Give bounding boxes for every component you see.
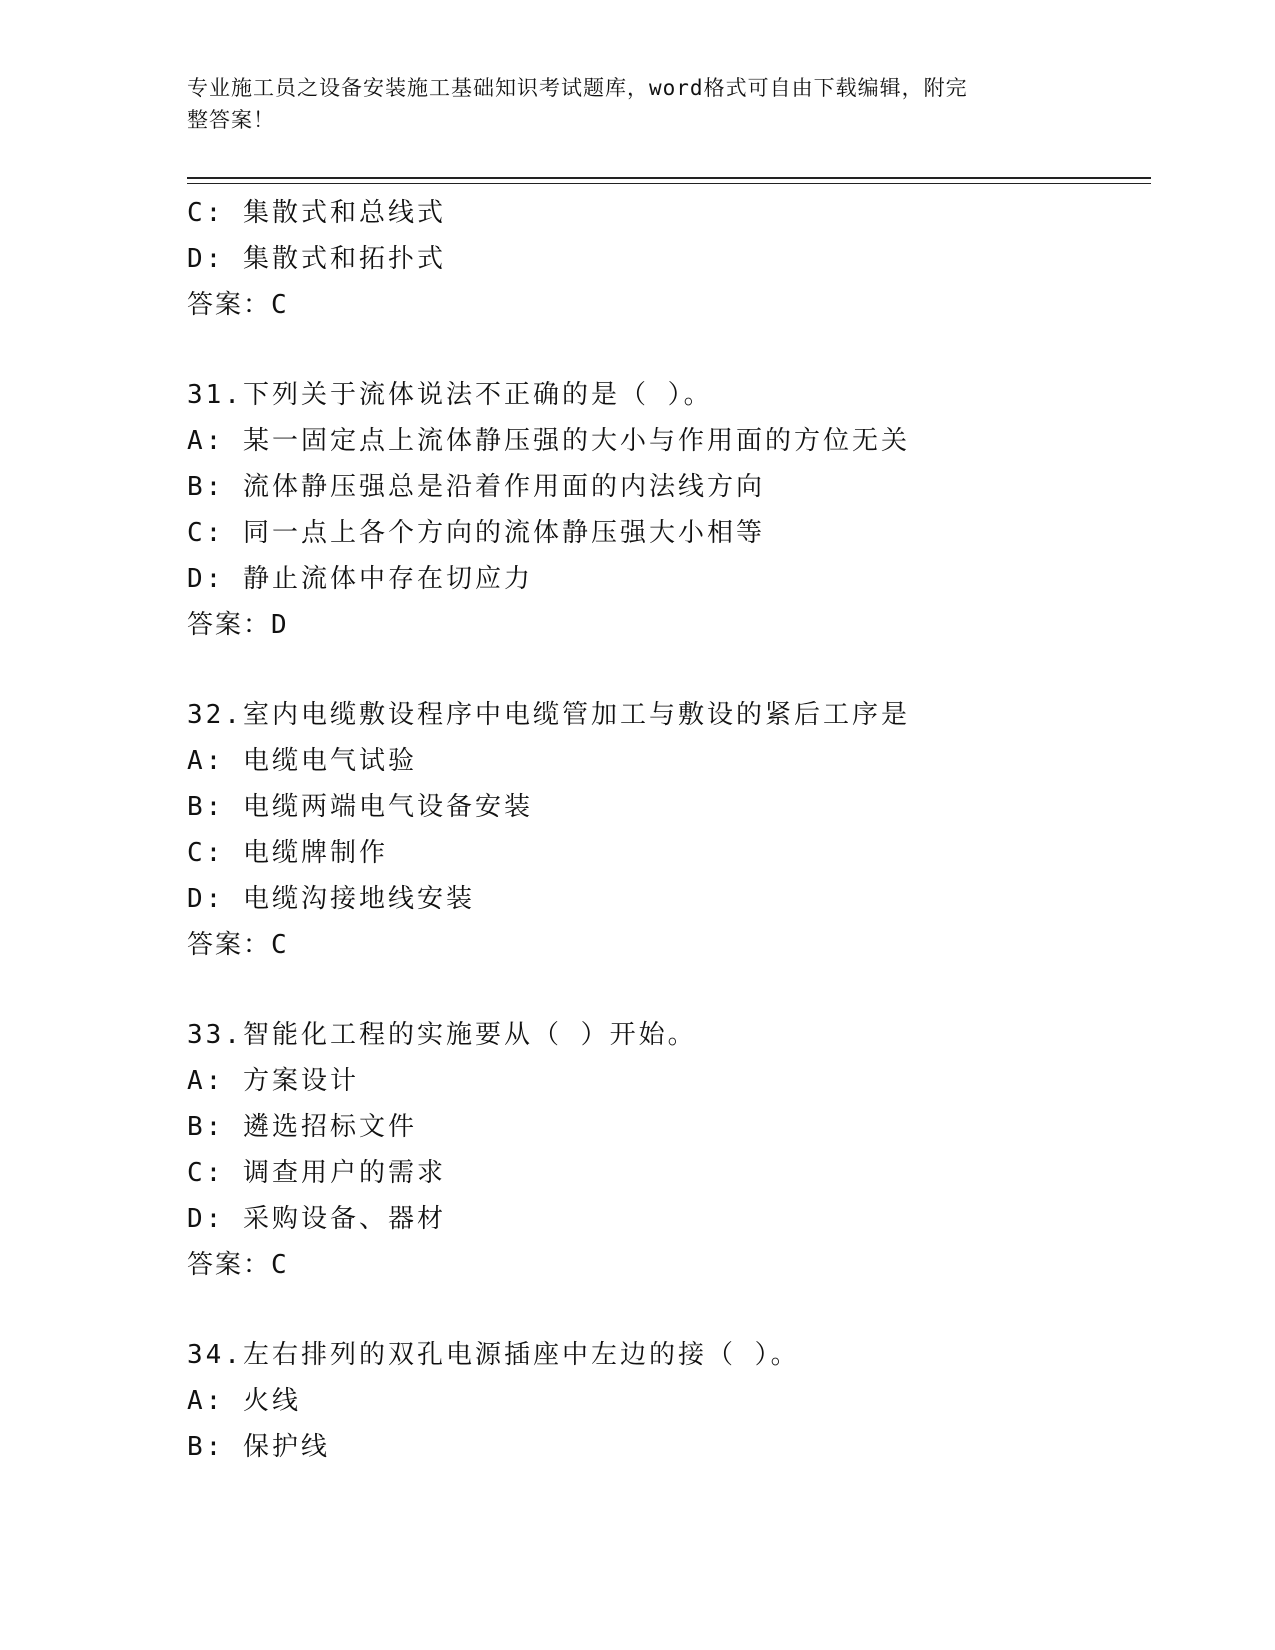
answer-line: 答案：C (187, 930, 289, 960)
option-line: B: 保护线 (187, 1432, 330, 1462)
option-line: A: 方案设计 (187, 1066, 359, 1096)
answer-line: 答案：C (187, 290, 289, 320)
answer-line: 答案：C (187, 1250, 289, 1280)
option-line: B: 电缆两端电气设备安装 (187, 792, 533, 822)
question-34-stem: 34.左右排列的双孔电源插座中左边的接（ ）。 (187, 1340, 800, 1370)
option-line: A: 电缆电气试验 (187, 746, 417, 776)
answer-line: 答案：D (187, 610, 289, 640)
option-line: D: 静止流体中存在切应力 (187, 564, 533, 594)
question-body (187, 190, 1147, 1470)
option-line: A: 火线 (187, 1386, 301, 1416)
question-33-stem: 33.智能化工程的实施要从（ ）开始。 (187, 1020, 697, 1050)
header-line-2: 整答案！ (187, 108, 275, 132)
option-line: C: 调查用户的需求 (187, 1158, 446, 1188)
question-32-stem: 32.室内电缆敷设程序中电缆管加工与敷设的紧后工序是 (187, 700, 910, 730)
option-line: B: 遴选招标文件 (187, 1112, 417, 1142)
option-line: C: 电缆牌制作 (187, 838, 388, 868)
header-rule-thick (187, 177, 1151, 179)
option-line: D: 采购设备、器材 (187, 1204, 446, 1234)
option-line: C: 同一点上各个方向的流体静压强大小相等 (187, 518, 765, 548)
option-line: C: 集散式和总线式 (187, 198, 446, 228)
option-line: D: 集散式和拓扑式 (187, 244, 446, 274)
page-header (187, 72, 1067, 136)
option-line: B: 流体静压强总是沿着作用面的内法线方向 (187, 472, 765, 502)
header-rule-thin (187, 183, 1151, 184)
option-line: D: 电缆沟接地线安装 (187, 884, 475, 914)
question-31-stem: 31.下列关于流体说法不正确的是（ ）。 (187, 380, 713, 410)
option-line: A: 某一固定点上流体静压强的大小与作用面的方位无关 (187, 426, 910, 456)
header-line-1: 专业施工员之设备安装施工基础知识考试题库，word格式可自由下载编辑，附完 (187, 76, 968, 100)
